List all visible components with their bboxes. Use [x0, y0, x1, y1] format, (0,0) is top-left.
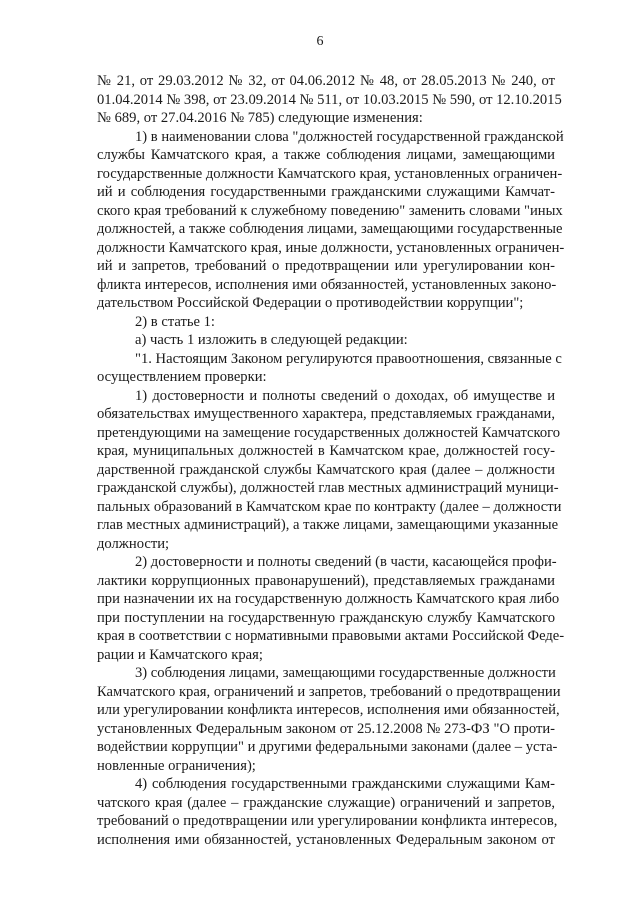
- page-number: 6: [316, 34, 324, 49]
- text-line: Камчатского края, ограничений и запретов, требований о предотвращении: [97, 683, 561, 700]
- text-line: претендующими на замещение государственных должностей Камчатского: [97, 424, 561, 441]
- text-line: службы Камчатского края, а также соблюдения лицами, замещающими: [97, 147, 555, 163]
- text-line: должности;: [97, 535, 170, 552]
- document-body: [97, 72, 565, 849]
- text-line: 4) соблюдения государственными гражданскими служащими Кам-: [135, 776, 555, 792]
- text-line: а) часть 1 изложить в следующей редакции:: [135, 332, 408, 348]
- text-line: "1. Настоящим Законом регулируются правоотношения, связанные с: [135, 350, 562, 367]
- text-line: или урегулировании конфликта интересов, исполнения ими обязанностей,: [97, 702, 560, 718]
- text-line: должностей, а также соблюдения лицами, замещающими государственные: [97, 221, 563, 237]
- text-line: чатского края (далее – гражданские служащие) ограничений и запретов,: [97, 794, 555, 811]
- text-line: водействии коррупции" и другими федеральными законами (далее – уста-: [97, 739, 558, 755]
- text-line: ского края требований к служебному поведению" заменить словами "иных: [97, 202, 563, 219]
- text-line: установленных Федеральным законом от 25.12.2008 № 273-ФЗ "О проти-: [97, 720, 555, 737]
- text-line: пальных образований в Камчатском крае по контракту (далее – должности: [97, 498, 562, 515]
- text-line: ий и соблюдения государственными гражданскими служащими Камчат-: [97, 184, 555, 200]
- text-line: фликта интересов, исполнения ими обязанностей, установленных законо-: [97, 276, 557, 293]
- text-line: при поступлении на государственную гражданскую службу Камчатского: [97, 609, 555, 626]
- text-line: глав местных администраций), а также лицами, замещающими указанные: [97, 517, 559, 533]
- text-line: осуществлением проверки:: [97, 369, 267, 385]
- text-line: должности Камчатского края, иные должности, установленных ограничен-: [97, 239, 565, 256]
- text-line: 01.04.2014 № 398, от 23.09.2014 № 511, от 10.03.2015 № 590, от 12.10.2015: [97, 91, 562, 108]
- text-line: края, муниципальных должностей в Камчатском крае, должностей госу-: [97, 443, 555, 459]
- text-line: № 689, от 27.04.2016 № 785) следующие изменения:: [97, 110, 423, 126]
- text-line: 2) в статье 1:: [135, 313, 215, 330]
- text-line: рации и Камчатского края;: [97, 646, 263, 663]
- text-line: ий и запретов, требований о предотвращении или урегулировании кон-: [97, 258, 555, 274]
- text-line: гражданской службы), должностей глав местных администраций муници-: [97, 480, 559, 496]
- text-line: № 21, от 29.03.2012 № 32, от 04.06.2012 № 48, от 28.05.2013 № 240, от: [97, 73, 555, 89]
- text-line: лактики коррупционных правонарушений), представляемых гражданами: [97, 572, 555, 589]
- text-line: требований о предотвращении или урегулировании конфликта интересов,: [97, 813, 558, 829]
- text-line: новленные ограничения);: [97, 757, 256, 774]
- text-line: при назначении их на государственную должность Камчатского края либо: [97, 591, 560, 607]
- text-line: 1) в наименовании слова "должностей государственной гражданской: [135, 128, 564, 145]
- text-line: 2) достоверности и полноты сведений (в части, касающейся профи-: [135, 554, 557, 570]
- text-line: государственные должности Камчатского края, установленных ограничен-: [97, 165, 563, 182]
- text-line: 3) соблюдения лицами, замещающими государственные должности: [135, 665, 556, 681]
- text-line: дарственной гражданской службы Камчатского края (далее – должности: [97, 461, 555, 478]
- text-line: края в соответствии с нормативными правовыми актами Российской Феде-: [97, 628, 565, 644]
- text-line: дательством Российской Федерации о противодействии коррупции";: [97, 295, 524, 311]
- text-line: исполнения ими обязанностей, установленных Федеральным законом от: [97, 831, 555, 848]
- text-line: 1) достоверности и полноты сведений о доходах, об имуществе и: [135, 387, 555, 404]
- text-line: обязательствах имущественного характера, представляемых гражданами,: [97, 406, 555, 422]
